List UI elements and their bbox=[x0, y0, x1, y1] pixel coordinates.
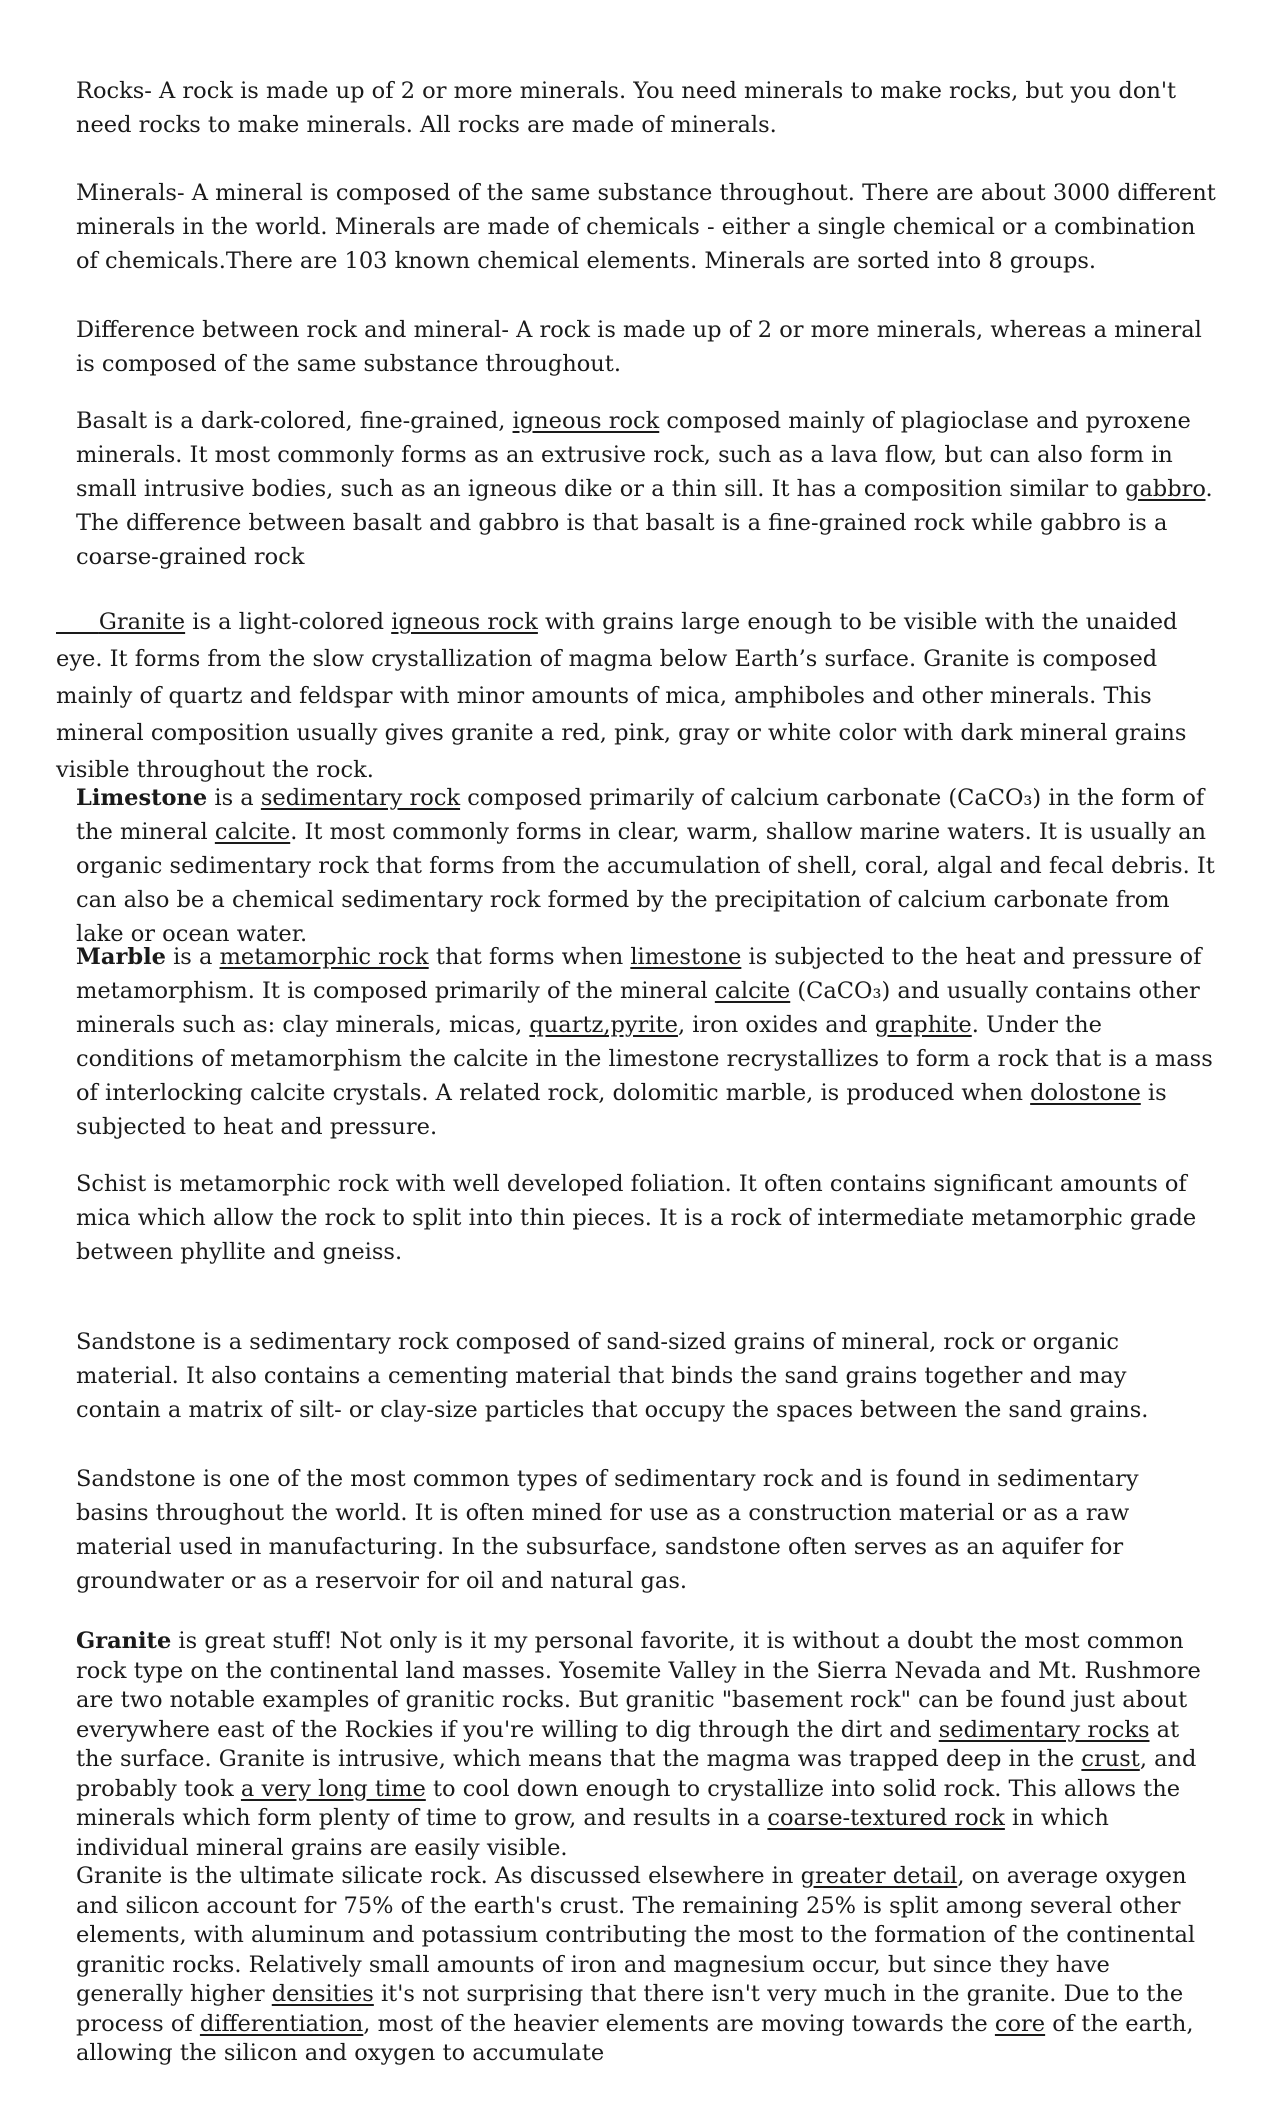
link-coarse-textured-rock[interactable]: coarse-textured rock bbox=[767, 1805, 1005, 1831]
paragraph-granite-favorite: Granite is great stuff! Not only is it my personal favorite, it is without a doubt the most common rock type on the continental land masses. Yosemite Valley in the Sierra Nevada and Mt. Rushmore are two notable examples of granitic rocks. But granitic "basement rock" can be found just about everywhere east of the Rockies if you're willing to dig through the dirt and sedimentary rocks at the surface. Granite is intrusive, which means that the magma was trapped deep in the crust, and probably took a very long time to cool down enough to crystallize into solid rock. This allows the minerals which form plenty of time to grow, and results in a coarse-textured rock in which individual mineral grains are easily visible. bbox=[76, 1628, 1201, 1861]
link-crust[interactable]: crust bbox=[1081, 1746, 1140, 1772]
link-granite[interactable]: Granite bbox=[98, 609, 186, 635]
link-limestone[interactable]: limestone bbox=[630, 944, 742, 970]
link-greater-detail[interactable]: greater detail bbox=[800, 1863, 958, 1889]
paragraph-basalt: Basalt is a dark-colored, fine-grained, igneous rock composed mainly of plagioclase and pyroxene minerals. It most commonly forms as an extrusive rock, such as a lava flow, but can also form in small intrusive bodies, such as an igneous dike or a thin sill. It has a composition similar to gabbro. The difference between basalt and gabbro is that basalt is a fine-grained rock while gabbro is a coarse-grained rock bbox=[76, 408, 1213, 570]
paragraph-difference: Difference between rock and mineral- A rock is made up of 2 or more minerals, whereas a mineral is composed of the same substance throughout. bbox=[76, 317, 1202, 377]
link-sedimentary-rocks[interactable]: sedimentary rocks bbox=[938, 1716, 1150, 1743]
link-calcite[interactable]: calcite bbox=[214, 819, 291, 845]
paragraph-limestone: Limestone is a sedimentary rock composed primarily of calcium carbonate (CaCO₃) in the form of the mineral calcite. It most commonly forms in clear, warm, shallow marine waters. It is usually an organic sedimentary rock that forms from the accumulation of shell, coral, algal and fecal debris. It can also be a chemical sedimentary rock formed by the precipitation of calcium carbonate from lake or ocean water. bbox=[76, 785, 1215, 947]
paragraph-sandstone-2: Sandstone is one of the most common types of sedimentary rock and is found in sedimentary basins throughout the world. It is often mined for use as a construction material or as a raw material used in manufacturing. In the subsurface, sandstone often serves as an aquifer for groundwater or as a reservoir for oil and natural gas. bbox=[76, 1466, 1139, 1594]
link-gabbro[interactable]: gabbro bbox=[1124, 476, 1206, 502]
link-graphite[interactable]: graphite bbox=[874, 1012, 972, 1038]
link-calcite-2[interactable]: calcite bbox=[714, 978, 791, 1004]
paragraph-sandstone-1: Sandstone is a sedimentary rock composed of sand-sized grains of mineral, rock or organic material. It also contains a cementing material that binds the sand grains together and may contain a matrix of silt- or clay-size particles that occupy the spaces between the sand grains. bbox=[76, 1329, 1149, 1423]
paragraph-rocks: Rocks- A rock is made up of 2 or more minerals. You need minerals to make rocks, but you don't need rocks to make minerals. All rocks are made of minerals. bbox=[76, 78, 1177, 138]
link-dolostone[interactable]: dolostone bbox=[1030, 1080, 1141, 1106]
link-differentiation[interactable]: differentiation bbox=[199, 2010, 364, 2037]
link-densities[interactable]: densities bbox=[271, 1981, 374, 2007]
link-a-very-long-time[interactable]: a very long time bbox=[240, 1775, 426, 1802]
link-core[interactable]: core bbox=[994, 2010, 1046, 2037]
paragraph-marble: Marble is a metamorphic rock that forms when limestone is subjected to the heat and pressure of metamorphism. It is composed primarily of the mineral calcite (CaCO₃) and usually contains other minerals such as: clay minerals, micas, quartz,pyrite, iron oxides and graphite. Under the conditions of metamorphism the calcite in the limestone recrystallizes to form a rock that is a mass of interlocking calcite crystals. A related rock, dolomitic marble, is produced when dolostone is subjected to heat and pressure. bbox=[76, 944, 1213, 1140]
link-quartz-pyrite[interactable]: quartz,pyrite bbox=[529, 1012, 678, 1038]
paragraph-granite-silicate: Granite is the ultimate silicate rock. As discussed elsewhere in greater detail, on average oxygen and silicon account for 75% of the earth's crust. The remaining 25% is split among several other elements, with aluminum and potassium contributing the most to the formation of the continental granitic rocks. Relatively small amounts of iron and magnesium occur, but since they have generally higher densities it's not surprising that there isn't very much in the granite. Due to the process of differentiation, most of the heavier elements are moving towards the core of the earth, allowing the silicon and oxygen to accumulate bbox=[76, 1863, 1196, 2066]
link-metamorphic-rock[interactable]: metamorphic rock bbox=[219, 944, 429, 970]
paragraph-minerals: Minerals- A mineral is composed of the same substance throughout. There are about 3000 different minerals in the world. Minerals are made of chemicals - either a single chemical or a combination of chemicals.There are 103 known chemical elements. Minerals are sorted into 8 groups. bbox=[76, 180, 1216, 274]
paragraph-schist: Schist is metamorphic rock with well developed foliation. It often contains significant amounts of mica which allow the rock to split into thin pieces. It is a rock of intermediate metamorphic grade between phyllite and gneiss. bbox=[76, 1171, 1197, 1265]
paragraph-granite-intro: Granite is a light-colored igneous rock with grains large enough to be visible with the unaided eye. It forms from the slow crystallization of magma below Earth’s surface. Granite is composed mainly of quartz and feldspar with minor amounts of mica, amphiboles and other minerals. This mineral composition usually gives granite a red, pink, gray or white color with dark mineral grains visible throughout the rock. bbox=[56, 609, 1187, 783]
link-sedimentary-rock[interactable]: sedimentary rock bbox=[260, 785, 461, 811]
link-igneous-rock-2[interactable]: igneous rock bbox=[391, 609, 538, 635]
link-igneous-rock[interactable]: igneous rock bbox=[512, 408, 660, 434]
